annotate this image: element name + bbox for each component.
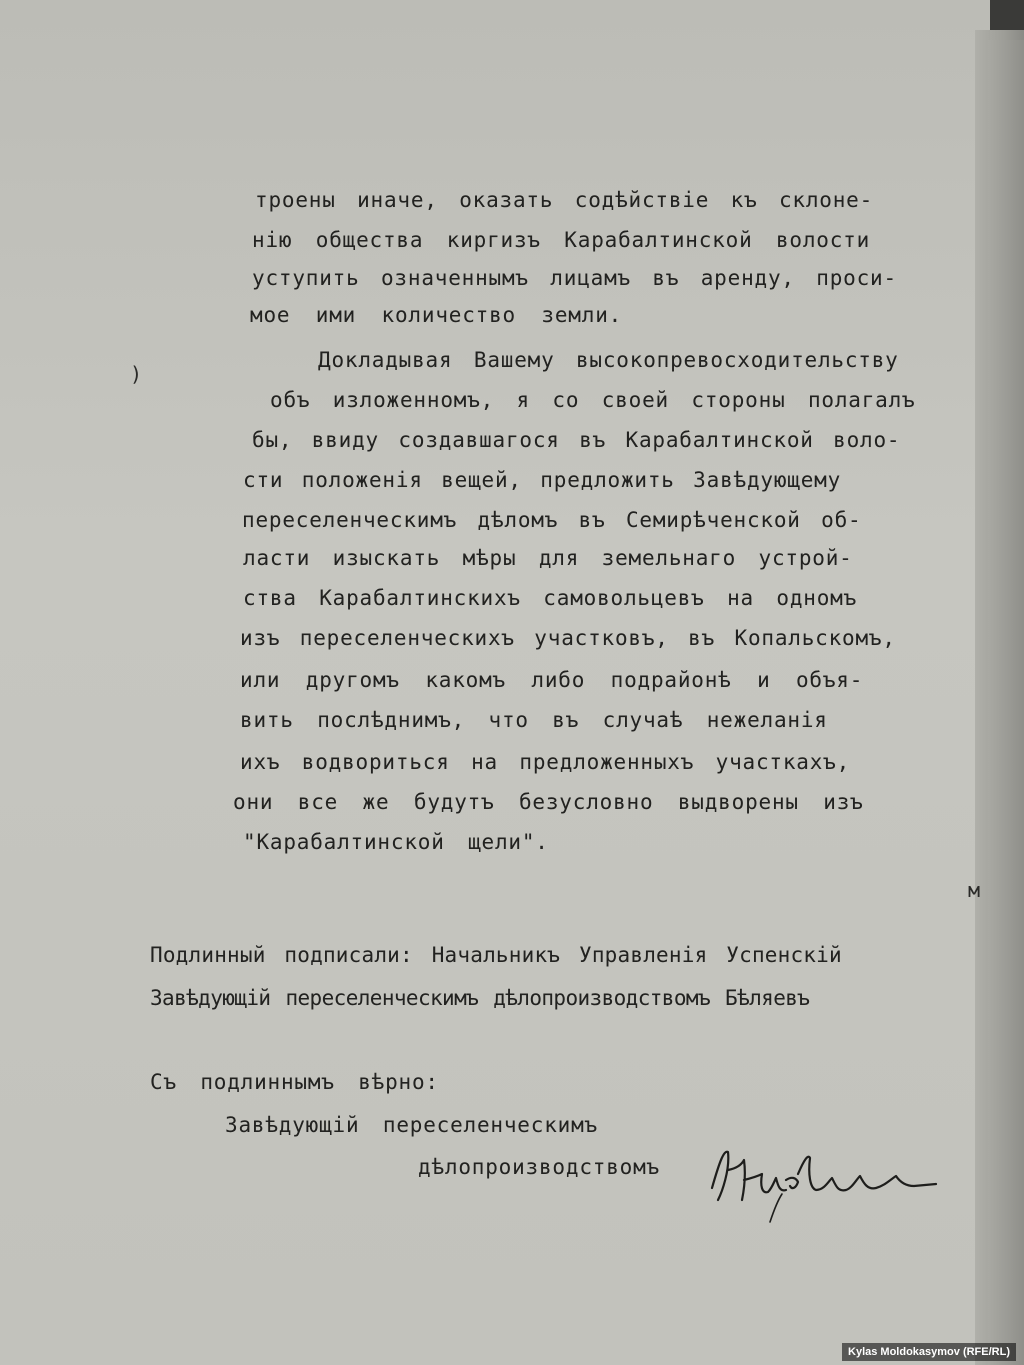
certification-line: Съ подлиннымъ вѣрно: — [150, 1070, 439, 1094]
body-line: троены иначе, оказать содѣйствіе къ склоне- — [255, 188, 874, 212]
body-line: переселенческимъ дѣломъ въ Семирѣченской об- — [242, 508, 862, 532]
body-line: сти положенія вещей, предложить Завѣдующему — [243, 468, 842, 492]
body-line: ства Карабалтинскихъ самовольцевъ на одномъ — [243, 586, 858, 610]
body-line: вить послѣднимъ, что въ случаѣ нежеланія — [240, 708, 828, 732]
page-edge-shadow-outer — [988, 40, 1024, 1365]
body-line: или другомъ какомъ либо подрайонѣ и объя- — [240, 668, 864, 692]
body-line: ихъ водвориться на предложенныхъ участкахъ, — [240, 750, 851, 774]
body-line: они все же будутъ безусловно выдворены изъ — [233, 790, 864, 814]
handwritten-signature — [700, 1130, 940, 1230]
signed-by-line: Завѣдующій переселенческимъ дѣлопроизводствомъ Бѣляевъ — [150, 986, 810, 1010]
signed-by-line: Подлинный подписали: Начальникъ Управленія Успенскій — [150, 943, 842, 967]
body-line: изъ переселенческихъ участковъ, въ Копальскомъ, — [240, 626, 896, 650]
margin-bracket-mark: ) — [130, 362, 143, 386]
body-line: Докладывая Вашему высокопревосходительству — [318, 348, 899, 372]
body-line: мое ими количество земли. — [250, 303, 623, 327]
body-line: бы, ввиду создавшагося въ Карабалтинской воло- — [252, 428, 901, 452]
body-line: "Карабалтинской щели". — [243, 830, 549, 854]
certification-line: дѣлопроизводствомъ — [418, 1155, 660, 1179]
margin-mark: м — [968, 878, 981, 902]
body-line: объ изложенномъ, я со своей стороны полагалъ — [270, 388, 916, 412]
photo-credit: Kylas Moldokasymov (RFE/RL) — [842, 1343, 1016, 1361]
body-line: ласти изыскать мѣры для земельнаго устрой- — [243, 546, 853, 570]
body-line: нію общества киргизъ Карабалтинской волости — [252, 228, 871, 252]
certification-line: Завѣдующій переселенческимъ — [225, 1113, 598, 1137]
body-line: уступить означеннымъ лицамъ въ аренду, проси- — [252, 266, 897, 290]
